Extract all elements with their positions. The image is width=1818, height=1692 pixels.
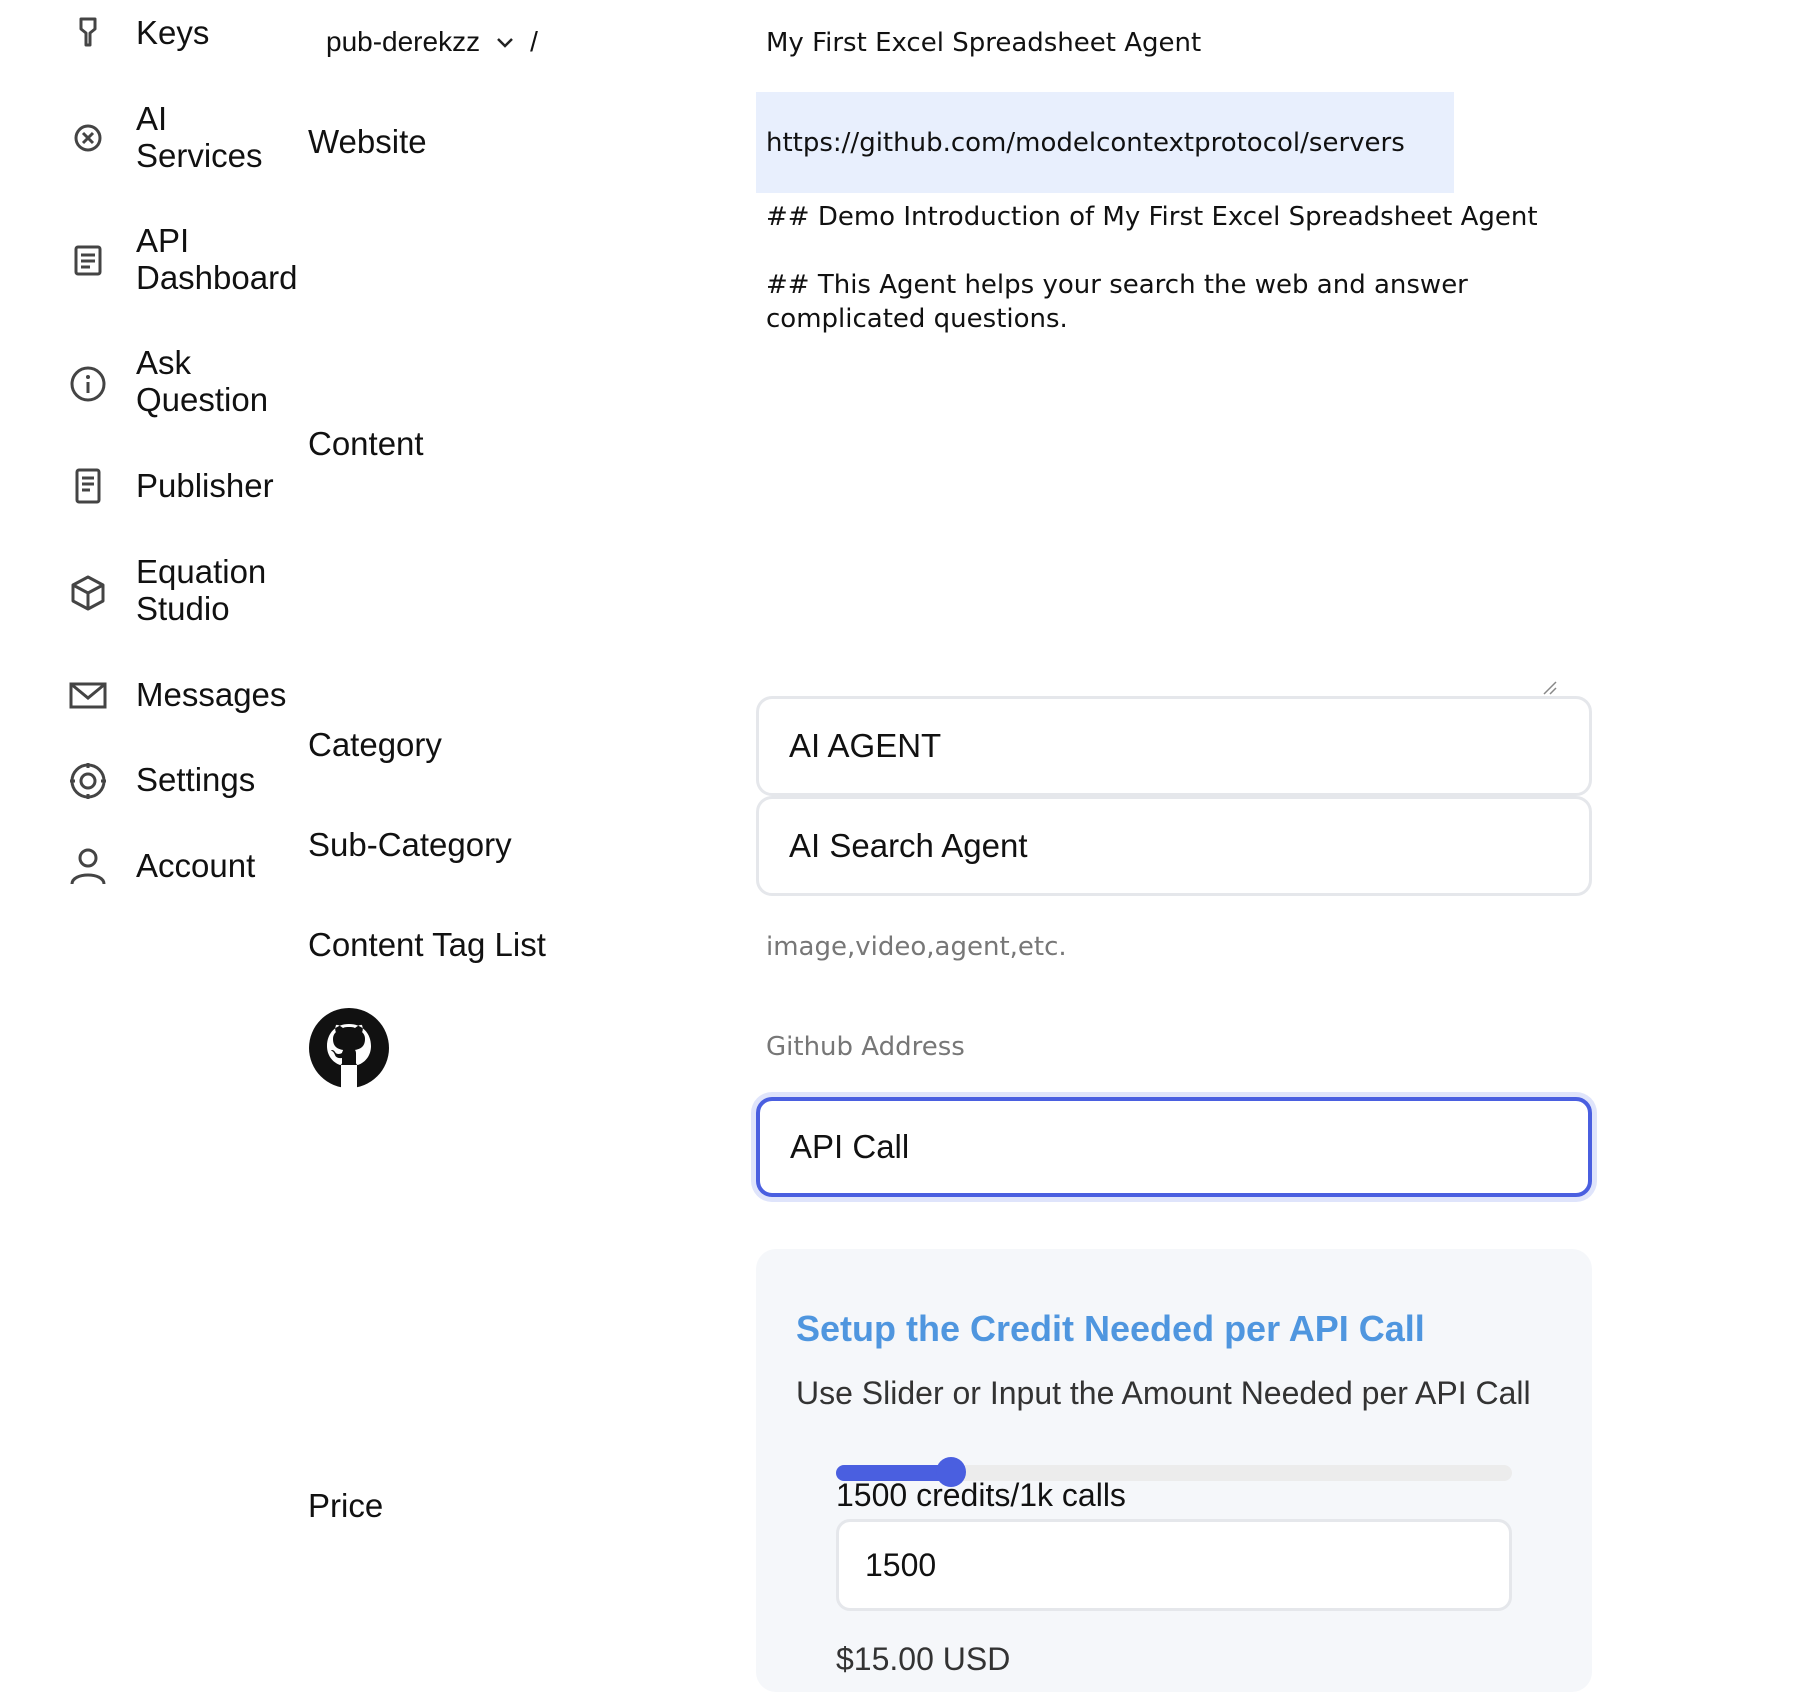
content-label: Content — [308, 425, 424, 462]
website-value: https://github.com/modelcontextprotocol/servers — [766, 127, 1405, 158]
sidebar-item-ask-question[interactable] — [60, 344, 310, 420]
chevron-down-icon[interactable] — [494, 31, 516, 53]
slider-caption: 1500 credits/1k calls — [836, 1477, 1126, 1513]
sidebar-item-keys[interactable] — [60, 14, 310, 54]
sidebar-item-label: Settings — [136, 761, 256, 798]
sidebar-item-label: Ask Question — [136, 344, 269, 418]
sidebar-item-account[interactable] — [60, 846, 310, 886]
sidebar-item-label: Equation Studio — [136, 553, 267, 627]
sidebar-item-label: Account — [136, 847, 256, 884]
owner-dropdown[interactable]: pub-derekzz — [326, 26, 481, 57]
website-input[interactable] — [756, 92, 1454, 193]
github-icon — [308, 1007, 390, 1089]
sidebar-item-api-dashboard[interactable] — [60, 222, 310, 298]
sidebar-item-label: Keys — [136, 14, 210, 51]
cube-icon — [68, 573, 108, 613]
subcategory-input[interactable]: AI Search Agent — [756, 796, 1592, 896]
sidebar-item-label: API Dashboard — [136, 222, 298, 296]
document-icon — [68, 466, 108, 506]
sidebar-item-publisher[interactable] — [60, 466, 310, 506]
mail-icon — [68, 675, 108, 715]
sidebar-item-label: Publisher — [136, 467, 274, 504]
tags-label: Content Tag List — [308, 926, 546, 963]
breadcrumb — [326, 26, 538, 58]
sidebar-item-messages[interactable] — [60, 675, 310, 715]
sidebar-item-label: AI Services — [136, 100, 263, 174]
dashboard-icon — [68, 240, 108, 280]
usd-amount: $15.00 USD — [836, 1641, 1011, 1677]
website-label: Website — [308, 123, 427, 160]
pricing-type-input[interactable]: API Call — [756, 1097, 1592, 1197]
info-icon — [68, 364, 108, 404]
subcategory-label: Sub-Category — [308, 826, 512, 863]
settings-icon — [68, 761, 108, 801]
key-icon — [68, 14, 108, 54]
name-input[interactable]: My First Excel Spreadsheet Agent — [766, 28, 1202, 58]
sidebar-item-ai-services[interactable] — [60, 100, 310, 176]
credit-amount-input[interactable]: 1500 — [836, 1519, 1512, 1611]
breadcrumb-separator: / — [530, 26, 538, 57]
price-label: Price — [308, 1487, 384, 1524]
category-label: Category — [308, 726, 442, 763]
sidebar-item-label: Messages — [136, 676, 287, 713]
pricing-title: Setup the Credit Needed per API Call — [796, 1308, 1425, 1349]
content-textarea[interactable]: ## Demo Introduction of My First Excel Spreadsheet Agent ## This Agent helps your search the web and answer complicated questions. — [766, 202, 1538, 334]
user-icon — [68, 846, 108, 886]
pricing-subtitle: Use Slider or Input the Amount Needed per API Call — [796, 1375, 1531, 1411]
category-input[interactable]: AI AGENT — [756, 696, 1592, 796]
pricing-card — [756, 1249, 1592, 1692]
sidebar-item-equation-studio[interactable] — [60, 553, 310, 629]
ai-services-icon — [68, 118, 108, 158]
resize-handle-icon[interactable] — [1540, 678, 1558, 696]
sidebar-item-settings[interactable] — [60, 760, 310, 800]
github-address-input[interactable]: Github Address — [766, 1032, 965, 1062]
tags-input[interactable]: image,video,agent,etc. — [766, 932, 1067, 962]
